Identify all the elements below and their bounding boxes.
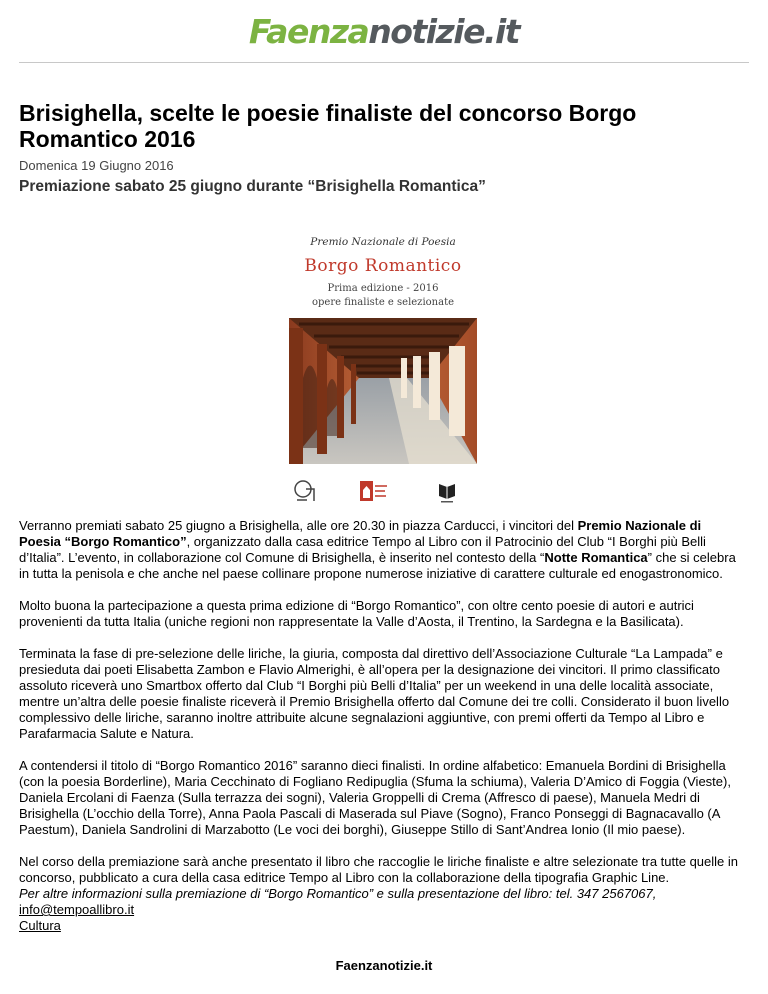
logo-part-notizie: notizie.it (368, 12, 520, 51)
p1-text-c: , organizzato dalla casa editrice Tempo al Libro con il Patrocinio del Club “I Borghi più Belli d’Italia”. L’evento, in collaborazione col Comune di Brisighella, è inserito nel contesto della “ (19, 534, 706, 565)
notte-romantica: Notte Romantica (544, 550, 648, 565)
site-logo[interactable] (249, 12, 519, 51)
cover-line-1: Premio Nazionale di Poesia (310, 236, 456, 248)
page-footer: Faenzanotizie.it (335, 958, 433, 973)
contact-text: Per altre informazioni sulla premiazione di “Borgo Romantico” e sulla presentazione del libro: tel. 347 2567067, (19, 886, 657, 901)
cover-line-2: Borgo Romantico (304, 256, 462, 276)
tempo-al-libro-logo (437, 478, 457, 504)
category-link[interactable]: Cultura (19, 918, 61, 933)
graphic-line-logo (293, 478, 319, 504)
email-link[interactable]: info@tempoallibro.it (19, 902, 135, 917)
premio-name: Premio Nazionale di Poesia “Borgo Romantico” (19, 518, 702, 549)
paragraph-2: Molto buona la partecipazione a questa prima edizione di “Borgo Romantico”, con oltre cento poesie di autori e autrici provenienti da tutta Italia (uniche regioni non rappresentate la Valle d’Aosta, il Trentino, la Sardegna e la Basilicata). (19, 598, 694, 629)
cover-line-3: Prima edizione - 2016 (327, 283, 439, 294)
paragraph-1 (19, 518, 739, 582)
logo-part-faenza: Faenza (248, 12, 369, 51)
p1-text-e: ” che si celebra in tutta la penisola e che anche nel paese collinare propone numerose iniziative di carattere culturale ed enogastronomico. (19, 550, 736, 581)
p1-text-a: Verranno premiati sabato 25 giugno a Brisighella, alle ore 20.30 in piazza Carducci, i vincitori del (19, 518, 578, 533)
article-title: Brisighella, scelte le poesie finaliste del concorso Borgo Romantico 2016 (19, 100, 637, 152)
header-divider (19, 62, 749, 63)
article-subtitle: Premiazione sabato 25 giugno durante “Brisighella Romantica” (19, 178, 486, 195)
p5-text: Nel corso della premiazione sarà anche presentato il libro che raccoglie le liriche finaliste e altre selezionate tra tutte quelle in concorso, pubblicato a cura della casa editrice Tempo al Libro con la collaborazione della tipografia Graphic Line. (19, 854, 738, 885)
book-cover-image (271, 230, 495, 506)
sponsor-logos (271, 478, 495, 504)
article-body (19, 518, 739, 934)
cover-line-4: opere finaliste e selezionate (311, 297, 455, 308)
site-masthead (0, 12, 768, 51)
paragraph-4: A contendersi il titolo di “Borgo Romantico 2016” saranno dieci finalisti. In ordine alfabetico: Emanuela Bordini di Brisighella (con la poesia Borderline), Maria Cecchinato di Fogliano Redipuglia (Sfuma la schiuma), Valeria D’Amico di Foggia (Vieste), Daniela Ercolani di Faenza (Sulla terrazza dei sogni), Valeria Groppelli di Crema (Affresco di paese), Manuela Medri di Brisighella (L’occhio della Torre), Anna Paola Pascali di Maserada sul Piave (Sogno), Franco Ponseggi di Bagnacavallo (A Paestum), Daniela Sandrolini di Marzabotto (Le voci dei borghi), Giuseppe Stillo di Sant’Andrea Ionio (Il mio paese). (19, 758, 731, 837)
borghi-belli-logo (359, 478, 389, 504)
p5-contact-info (19, 886, 739, 902)
arcade-photo (289, 318, 477, 464)
paragraph-3: Terminata la fase di pre-selezione delle liriche, la giuria, composta dal direttivo dell’Associazione Culturale “La Lampada” e presieduta dai poeti Elisabetta Zambon e Flavio Almerighi, è all’opera per la designazione dei vincitori. Il primo classificato assoluto riceverà uno Smartbox offerto dal Club “I Borghi più Belli d’Italia” per un weekend in una delle località associate, mentre un’altra delle poesie finaliste riceverà il Premio Brisighella offerto dal Comune dei tre colli. Considerato il buon livello complessivo delle liriche, saranno inoltre attribuite alcune segnalazioni aggiuntive, con premi offerti da Tempo al Libro e Parafarmacia Salute e Natura. (19, 646, 730, 741)
paragraph-5 (19, 854, 739, 934)
article-date: Domenica 19 Giugno 2016 (19, 158, 174, 173)
